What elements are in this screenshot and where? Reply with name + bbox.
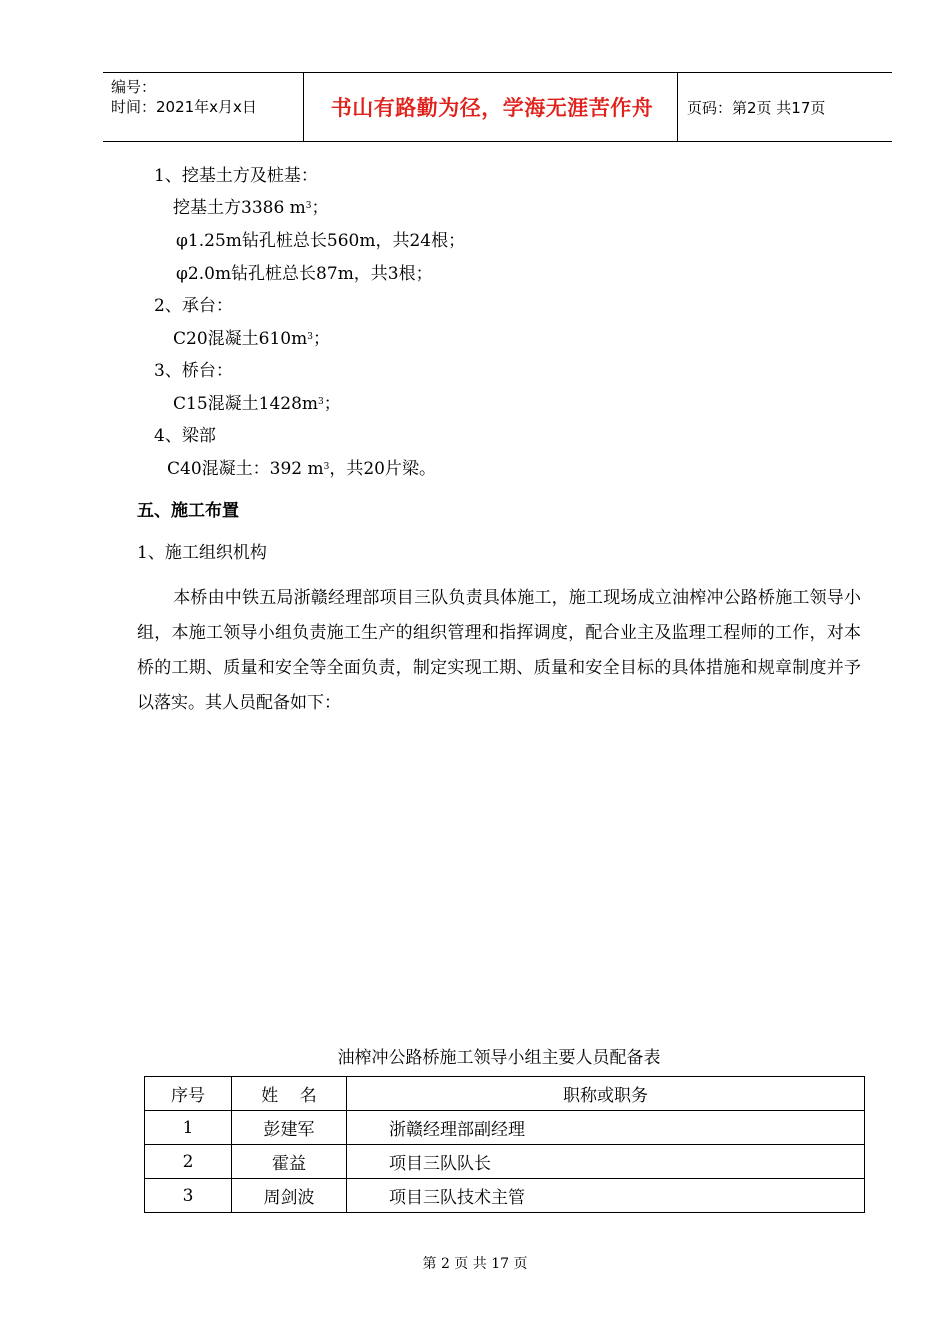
table-cell: 3 [145,1179,232,1213]
table-row [145,1111,865,1145]
table-cell: 彭建军 [232,1111,347,1145]
header-motto: 书山有路勤为径，学海无涯苦作舟 [330,96,654,120]
header-cell: 序号 [145,1077,232,1111]
table-cell: 项目三队队长 [347,1145,865,1179]
item-excavation: 1、挖基土方及桩基： [154,166,318,186]
page-footer: 第 2 页 共 17 页 [422,1256,528,1272]
header-divider [677,73,678,141]
item-pile-20: φ2.0m钻孔桩总长87m，共3根； [176,264,433,284]
date-label: 时间：2021年x月x日 [111,98,257,116]
table-row [145,1145,865,1179]
item-beam-concrete: C40混凝土：392 $m^3$，共20片梁。 [167,459,436,479]
header-meta [111,77,301,117]
table-row [145,1179,865,1213]
item-pile-125: φ1.25m钻孔桩总长560m，共24根； [176,231,466,251]
body-paragraph: 本桥由中铁五局浙赣经理部项目三队负责具体施工，施工现场成立油榨冲公路桥施工领导小组，本施工领导小组负责施工生产的组织管理和指挥调度，配合业主及监理工程师的工作，对本桥的工期、质量和安全等全面负责，制定实现工期、质量和安全目标的具体措施和规章制度并予以落实。其人员配备如下： [137,588,861,713]
item-beam: 4、梁部 [154,426,216,446]
table-cell: 项目三队技术主管 [347,1179,865,1213]
header-cell: 姓 名 [232,1077,347,1111]
item-abutment: 3、桥台： [154,361,233,381]
table-header-row [145,1077,865,1111]
table-cell: 1 [145,1111,232,1145]
staff-table [144,1076,865,1213]
header-cell: 职称或职务 [347,1077,865,1111]
table-caption: 油榨冲公路桥施工领导小组主要人员配备表 [337,1048,661,1068]
section-title: 五、施工布置 [137,501,239,521]
subsection-title: 1、施工组织机构 [137,543,267,563]
header-page-label: 页码：第2页 共17页 [687,98,826,117]
header-divider [303,73,304,141]
item-cap-concrete: C20混凝土$610m^3$； [173,329,330,349]
table-cell: 霍益 [232,1145,347,1179]
item-abutment-concrete: C15混凝土$1428m^3$； [173,394,341,414]
code-label: 编号： [111,78,157,96]
item-cap: 2、承台： [154,296,233,316]
table-cell: 2 [145,1145,232,1179]
page-header [103,72,892,142]
table-cell: 浙赣经理部副经理 [347,1111,865,1145]
item-earthwork: 挖基土方3386 $m^3$； [173,198,329,218]
table-cell: 周剑波 [232,1179,347,1213]
